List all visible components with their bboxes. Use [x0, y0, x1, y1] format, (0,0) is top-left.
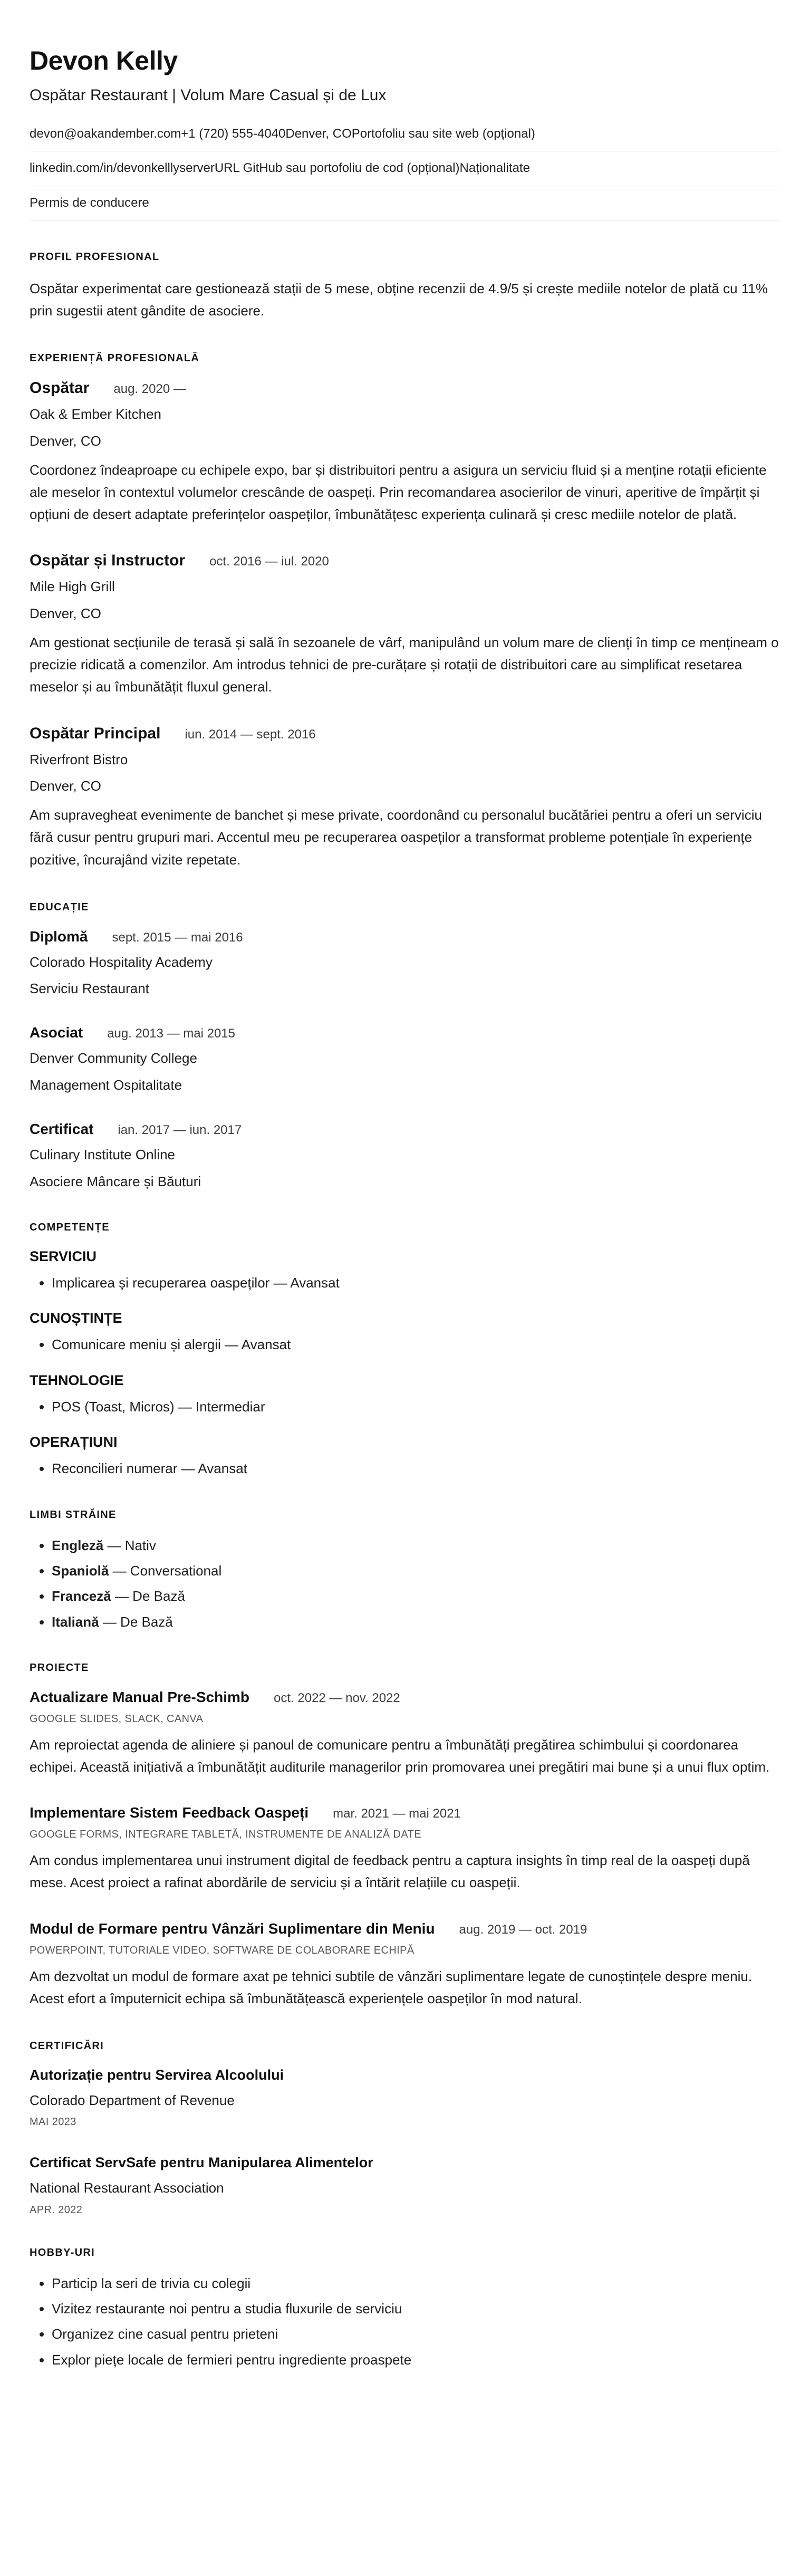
- project-dates: mar. 2021 — mai 2021: [333, 1806, 461, 1821]
- job-dates: aug. 2020 —: [113, 382, 186, 397]
- experience-entry-head: [30, 552, 780, 570]
- job-dates: oct. 2016 — iul. 2020: [209, 554, 329, 569]
- education-entry: [30, 928, 780, 998]
- job-company: Oak & Ember Kitchen: [30, 406, 161, 422]
- section-heading-languages: LIMBI STRĂINE: [30, 1508, 117, 1521]
- certification-issuer: Colorado Department of Revenue: [30, 2092, 235, 2108]
- project-tools: POWERPOINT, TUTORIALE VIDEO, SOFTWARE DE COLABORARE ECHIPĂ: [30, 1944, 414, 1956]
- section-heading-projects: PROIECTE: [30, 1662, 89, 1674]
- skill-item: • Implicarea și recuperarea oaspeților — Avansat: [52, 1273, 780, 1292]
- degree-title: Diplomă: [30, 928, 88, 945]
- section-heading-certifications: CERTIFICĂRI: [30, 2040, 104, 2052]
- education-entry-head: [30, 928, 780, 945]
- section-languages: [30, 1509, 780, 1632]
- section-heading-hobbies: HOBBY-URI: [30, 2246, 95, 2258]
- project-entry-head: [30, 1689, 780, 1706]
- skill-group-name: CUNOȘTINȚE: [30, 1310, 122, 1327]
- resume-header: [30, 45, 780, 220]
- job-title: Ospătar: [30, 379, 90, 397]
- project-description: Am reproiectat agenda de aliniere și panoul de comunicare pentru a îmbunătăți pregătirea schimbului și coordonarea echipei. Această inițiativă a îmbunătățit auditurile managerilor prin promovarea unei pregătiri mai bune și a unui flux optim.: [30, 1737, 770, 1775]
- project-entry: [30, 1804, 780, 1893]
- language-name: Engleză: [52, 1537, 104, 1553]
- skill-group-name: SERVICIU: [30, 1248, 97, 1265]
- field-of-study: Management Ospitalitate: [30, 1076, 182, 1093]
- job-company: Mile High Grill: [30, 579, 115, 595]
- language-item: [52, 1612, 780, 1631]
- skill-item: • Comunicare meniu și alergii — Avansat: [52, 1335, 780, 1354]
- section-heading-skills: COMPETENȚE: [30, 1222, 110, 1234]
- job-location: Denver, CO: [30, 777, 101, 794]
- school-name: Denver Community College: [30, 1050, 197, 1066]
- project-title: Actualizare Manual Pre-Schimb: [30, 1689, 250, 1706]
- skill-group: [30, 1248, 780, 1292]
- experience-entry: [30, 725, 780, 871]
- certification-date: MAI 2023: [30, 2116, 76, 2128]
- skill-group: [30, 1372, 780, 1416]
- experience-entry-head: [30, 379, 780, 397]
- skill-group: [30, 1434, 780, 1478]
- skill-list: [30, 1335, 780, 1354]
- school-name: Colorado Hospitality Academy: [30, 954, 213, 970]
- hobby-item: • Organizez cine casual pentru prieteni: [52, 2324, 780, 2343]
- degree-dates: sept. 2015 — mai 2016: [112, 930, 243, 945]
- project-dates: aug. 2019 — oct. 2019: [459, 1922, 587, 1937]
- project-title: Implementare Sistem Feedback Oaspeți: [30, 1804, 309, 1821]
- section-education: [30, 901, 780, 1191]
- job-title: Ospătar și Instructor: [30, 552, 186, 570]
- certification-entry: [30, 2155, 780, 2216]
- language-item: [52, 1587, 780, 1606]
- education-entry: [30, 1121, 780, 1191]
- certification-issuer: National Restaurant Association: [30, 2180, 224, 2196]
- job-description: Am supravegheat evenimente de banchet și mese private, coordonând cu personalul bucătăriei pentru a oferi un serviciu fără cusur pentru grupuri mari. Accentul meu pe recuperarea oaspeților a transformat probleme potențiale în experiențe pozitive, încurajând vizite repetate.: [30, 807, 762, 868]
- section-hobbies: [30, 2247, 780, 2370]
- language-level: — De Bază: [99, 1613, 173, 1630]
- section-projects: [30, 1662, 780, 2010]
- job-description: Coordonez îndeaproape cu echipele expo, bar și distribuitori pentru a asigura un serviciu fluid și a menține rotații eficiente ale meselor în contextul volumelor crescânde de oaspeți. Prin recomandarea asocierilor de vinuri, aperitive de împărțit și opțiuni de desert adaptate preferințelor oaspeților, îmbunătățesc experiența culinară și cresc mediile notelor de plată.: [30, 462, 767, 523]
- hobby-item: • Vizitez restaurante noi pentru a studia fluxurile de serviciu: [52, 2299, 780, 2318]
- degree-title: Asociat: [30, 1024, 83, 1041]
- section-experience: [30, 352, 780, 870]
- project-tools: GOOGLE FORMS, INTEGRARE TABLETĂ, INSTRUMENTE DE ANALIZĂ DATE: [30, 1829, 422, 1841]
- section-heading-education: EDUCAȚIE: [30, 901, 89, 913]
- education-entry: [30, 1024, 780, 1094]
- section-heading-profile: PROFIL PROFESIONAL: [30, 251, 160, 263]
- project-entry: [30, 1689, 780, 1778]
- language-level: — Conversational: [109, 1562, 222, 1579]
- language-item: [52, 1536, 780, 1555]
- education-entry-head: [30, 1121, 780, 1138]
- project-description: Am condus implementarea unui instrument digital de feedback pentru a captura insights în timp real de la oaspeți după mese. Acest proiect a rafinat abordările de serviciu și a întărit relațiile cu oaspeții.: [30, 1852, 750, 1891]
- skill-item: • Reconcilieri numerar — Avansat: [52, 1459, 780, 1478]
- experience-entry: [30, 552, 780, 698]
- certification-entry: [30, 2067, 780, 2128]
- section-certifications: [30, 2040, 780, 2216]
- language-level: — De Bază: [111, 1588, 185, 1604]
- contact-row-3: Permis de conducere: [30, 186, 780, 220]
- degree-title: Certificat: [30, 1121, 94, 1138]
- candidate-name: Devon Kelly: [30, 46, 178, 75]
- skill-list: [30, 1397, 780, 1416]
- experience-entry: [30, 379, 780, 525]
- section-heading-experience: EXPERIENȚĂ PROFESIONALĂ: [30, 352, 200, 364]
- skill-list: [30, 1459, 780, 1478]
- education-entry-head: [30, 1024, 780, 1041]
- project-entry: [30, 1920, 780, 2010]
- skill-item: • POS (Toast, Micros) — Intermediar: [52, 1397, 780, 1416]
- language-name: Spaniolă: [52, 1562, 109, 1579]
- certification-title: Certificat ServSafe pentru Manipularea Alimentelor: [30, 2155, 373, 2171]
- contact-row-1: devon@oakandember.com+1 (720) 555-4040Denver, COPortofoliu sau site web (opțional): [30, 117, 780, 151]
- project-tools: GOOGLE SLIDES, SLACK, CANVA: [30, 1713, 204, 1725]
- experience-entry-head: [30, 725, 780, 743]
- project-title: Modul de Formare pentru Vânzări Suplimentare din Meniu: [30, 1920, 435, 1937]
- language-level: — Nativ: [103, 1537, 156, 1553]
- project-dates: oct. 2022 — nov. 2022: [274, 1691, 400, 1706]
- contact-row-2: linkedin.com/in/devonkelllyserverURL GitHub sau portofoliu de cod (opțional)Naționalitate: [30, 151, 780, 186]
- job-location: Denver, CO: [30, 432, 101, 449]
- profile-text: Ospătar experimentat care gestionează stații de 5 mese, obține recenzii de 4.9/5 și crește mediile notelor de plată cu 11% prin sugestii atent gândite de asociere.: [30, 281, 768, 319]
- certification-date: APR. 2022: [30, 2204, 83, 2216]
- field-of-study: Asociere Mâncare și Băuturi: [30, 1173, 201, 1189]
- skill-group: [30, 1310, 780, 1354]
- degree-dates: ian. 2017 — iun. 2017: [118, 1123, 242, 1138]
- skill-group-name: TEHNOLOGIE: [30, 1372, 124, 1388]
- candidate-title: Ospătar Restaurant | Volum Mare Casual și de Lux: [30, 86, 387, 104]
- job-dates: iun. 2014 — sept. 2016: [185, 727, 316, 742]
- language-list: [30, 1536, 780, 1632]
- hobby-item: • Particip la seri de trivia cu colegii: [52, 2274, 780, 2293]
- hobby-list: [30, 2274, 780, 2370]
- language-name: Franceză: [52, 1588, 111, 1604]
- hobby-item: • Explor piețe locale de fermieri pentru ingrediente proaspete: [52, 2350, 780, 2369]
- section-skills: [30, 1222, 780, 1478]
- job-title: Ospătar Principal: [30, 724, 161, 742]
- section-profile: [30, 251, 780, 322]
- skill-group-name: OPERAȚIUNI: [30, 1434, 118, 1450]
- language-name: Italiană: [52, 1613, 99, 1630]
- language-item: [52, 1561, 780, 1580]
- project-entry-head: [30, 1804, 780, 1821]
- school-name: Culinary Institute Online: [30, 1147, 176, 1163]
- job-company: Riverfront Bistro: [30, 751, 128, 767]
- job-description: Am gestionat secțiunile de terasă și sală în sezoanele de vârf, manipulând un volum mare de clienți în timp ce mențineam o precizie ridicată a comenzilor. Am introdus tehnici de pre-curățare și rotații de distribuitori care au simplificat resetarea meselor și au îmbunătățit fluxul general.: [30, 635, 779, 695]
- project-entry-head: [30, 1920, 780, 1937]
- field-of-study: Serviciu Restaurant: [30, 981, 149, 997]
- project-description: Am dezvoltat un modul de formare axat pe tehnici subtile de vânzări suplimentare legate de cunoștințele despre meniu. Acest efort a împuternicit echipa să îmbunătățească experiențele oaspeților în mod natural.: [30, 1968, 753, 2006]
- certification-title: Autorizație pentru Servirea Alcoolului: [30, 2066, 284, 2083]
- skill-list: [30, 1273, 780, 1292]
- job-location: Denver, CO: [30, 605, 101, 621]
- degree-dates: aug. 2013 — mai 2015: [107, 1026, 235, 1041]
